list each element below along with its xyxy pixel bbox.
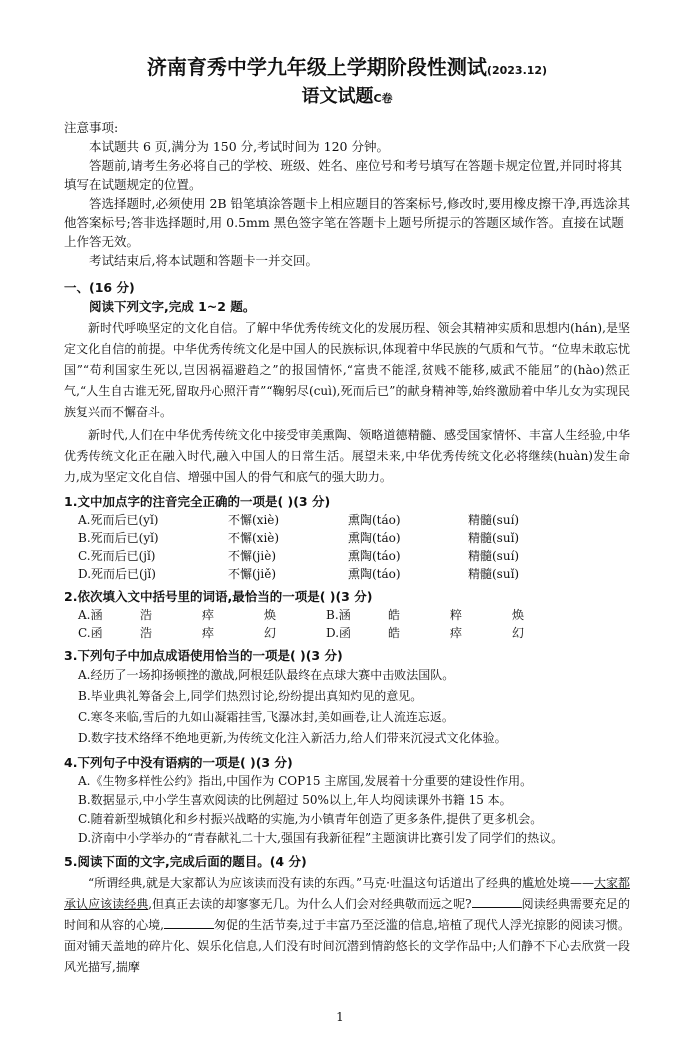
q1-option-cell: 熏陶(táo) xyxy=(348,531,401,545)
question-3-stem: 3.下列句子中加点成语使用恰当的一项是( )(3 分) xyxy=(64,648,343,663)
q2-option-cell: D.函 xyxy=(326,626,352,640)
q1-option-cell: 不懈(xiè) xyxy=(228,513,280,527)
q4-option: C.随着新型城镇化和乡村振兴战略的实施,为小镇青年创造了更多条件,提供了更多机会。 xyxy=(78,812,543,826)
q4-option: B.数据显示,中小学生喜欢阅读的比例超过 50%以上,年人均阅读课外书籍 15 本。 xyxy=(78,793,512,807)
q2-option-cell: 焕 xyxy=(264,608,277,622)
section-instruction: 阅读下列文字,完成 1~2 题。 xyxy=(89,299,256,314)
q1-option-cell: 不懈(jiè) xyxy=(228,549,277,563)
q1-option-cell: C.死而后已(jǐ) xyxy=(78,549,156,563)
title-date: (2023.12) xyxy=(486,64,548,77)
q5-text-part: ,但真正去读的却寥寥无几。为什么人们会对经典敬而远之呢? xyxy=(148,897,472,911)
q4-option: A.《生物多样性公约》指出,中国作为 COP15 主席国,发展着十分重要的建设性作用。 xyxy=(78,774,533,788)
q2-option-cell: 皓 xyxy=(388,608,401,622)
note-item: 本试题共 6 页,满分为 150 分,考试时间为 120 分钟。 xyxy=(89,139,389,154)
note-item: 考试结束后,将本试题和答题卡一并交回。 xyxy=(89,253,318,268)
q1-option-cell: B.死而后已(yǐ) xyxy=(78,531,159,545)
q1-option-cell: 精髓(suí) xyxy=(468,549,520,563)
q1-option-cell: 精髓(suǐ) xyxy=(468,567,520,581)
q1-option-cell: D.死而后已(jǐ) xyxy=(78,567,156,581)
q1-option-cell: 精髓(suǐ) xyxy=(468,531,520,545)
q2-option-cell: B.涵 xyxy=(326,608,351,622)
note-item: 答选择题时,必须使用 2B 铅笔填涂答题卡上相应题目的答案标号,修改时,要用橡皮擦干净,再选涂其他答案标号;答非选择题时,用 0.5mm 黑色签字笔在答题卡上题号所提示的答题区域作答。直接在试题上作答无效。 xyxy=(64,196,630,249)
question-1-options xyxy=(64,511,630,583)
question-1-stem: 1.文中加点字的注音完全正确的一项是( )(3 分) xyxy=(64,494,331,509)
q5-underlined-text: 大家都承认应该读经典 xyxy=(64,876,630,911)
question-4-stem: 4.下列句子中没有语病的一项是( )(3 分) xyxy=(64,755,293,770)
question-2-options xyxy=(64,606,630,642)
question-5-stem: 5.阅读下面的文字,完成后面的题目。(4 分) xyxy=(64,854,307,869)
q5-blank-2[interactable] xyxy=(164,916,214,929)
passage-paragraph-1: 新时代呼唤坚定的文化自信。了解中华优秀传统文化的发展历程、领会其精神实质和思想内(hán),是坚定文化自信的前提。中华优秀传统文化是中国人的民族标识,体现着中华民族的气质和气节。“位卑未敢忘忧国”“苟利国家生死以,岂因祸福避趋之”的报国情怀,“富贵不能淫,贫贱不能移,威武不能屈”的(hào)然正气,“人生自古谁无死,留取丹心照汗青”“鞠躬尽(cuì),死而后已”的献身精神等,始终激励着中华儿女为实现民族复兴而不懈奋斗。 xyxy=(64,321,630,419)
q2-option-cell: 浩 xyxy=(140,608,153,622)
q2-option-cell: 瘁 xyxy=(450,626,463,640)
q2-option-cell: 瘁 xyxy=(202,608,215,622)
q2-option-cell: 幻 xyxy=(512,626,525,640)
q3-option: A.经历了一场抑扬顿挫的激战,阿根廷队最终在点球大赛中击败法国队。 xyxy=(78,668,455,682)
q1-option-cell: 熏陶(táo) xyxy=(348,549,401,563)
note-item: 答题前,请考生务必将自己的学校、班级、姓名、座位号和考号填写在答题卡规定位置,并同时将其填写在试题规定的位置。 xyxy=(64,158,622,192)
q2-option-cell: 粹 xyxy=(450,608,463,622)
exam-subtitle xyxy=(64,84,630,112)
q2-option-cell: 皓 xyxy=(388,626,401,640)
q2-option-cell: 浩 xyxy=(140,626,153,640)
q2-option-cell: 焕 xyxy=(512,608,525,622)
q1-option-cell: A.死而后已(yǐ) xyxy=(78,513,159,527)
q3-option: B.毕业典礼筹备会上,同学们热烈讨论,纷纷提出真知灼见的意见。 xyxy=(78,689,423,703)
title-text: 济南育秀中学九年级上学期阶段性测试 xyxy=(146,55,487,79)
exam-title xyxy=(64,54,630,84)
subtitle-text: 语文试题 xyxy=(301,86,374,107)
q5-blank-1[interactable] xyxy=(472,895,522,908)
q4-option: D.济南中小学举办的“青春献礼二十大,强国有我新征程”主题演讲比赛引发了同学们的热议。 xyxy=(78,831,564,845)
q1-option-cell: 不懈(jiě) xyxy=(228,567,277,581)
q5-text-part: 阅读经典需要充足的时间和从容的心境, xyxy=(64,897,630,932)
q2-option-cell: 幻 xyxy=(264,626,277,640)
question-2-stem: 2.依次填入文中括号里的词语,最恰当的一项是( )(3 分) xyxy=(64,589,373,604)
passage-paragraph-2: 新时代,人们在中华优秀传统文化中接受审美熏陶、领略道德精髓、感受国家情怀、丰富人生经验,中华优秀传统文化正在融入时代,融入中国人的日常生活。展望未来,中华优秀传统文化必将继续(huàn)发生命力,成为坚定文化自信、增强中国人的骨气和底气的强大助力。 xyxy=(64,428,630,484)
q3-option: D.数字技术络绎不绝地更新,为传统文化注入新活力,给人们带来沉浸式文化体验。 xyxy=(78,731,507,745)
q5-text-part: 匆促的生活节奏,过于丰富乃至泛滥的信息,培植了现代人浮光掠影的阅读习惯。面对铺天盖地的碎片化、娱乐化信息,人们没有时间沉潜到情韵悠长的文学作品中;人们静不下心去欣赏一段风光描写,揣摩 xyxy=(64,918,630,974)
q5-text-part: “所谓经典,就是大家都认为应该读而没有读的东西。”马克·吐温这句话道出了经典的尴尬处境—— xyxy=(88,876,594,890)
q2-option-cell: C.函 xyxy=(78,626,103,640)
q1-option-cell: 熏陶(táo) xyxy=(348,513,401,527)
notes-heading: 注意事项: xyxy=(64,120,119,135)
subtitle-suffix: C卷 xyxy=(373,92,393,105)
q1-option-cell: 精髓(suí) xyxy=(468,513,520,527)
q2-option-cell: 瘁 xyxy=(202,626,215,640)
q3-option: C.寒冬来临,雪后的九如山凝霜挂雪,飞瀑冰封,美如画卷,让人流连忘返。 xyxy=(78,710,454,724)
page-number: 1 xyxy=(336,1010,344,1024)
q2-option-cell: A.涵 xyxy=(78,608,103,622)
q1-option-cell: 熏陶(táo) xyxy=(348,567,401,581)
question-5-passage xyxy=(64,873,630,978)
q1-option-cell: 不懈(xiè) xyxy=(228,531,280,545)
section-heading: 一、(16 分) xyxy=(64,280,135,295)
